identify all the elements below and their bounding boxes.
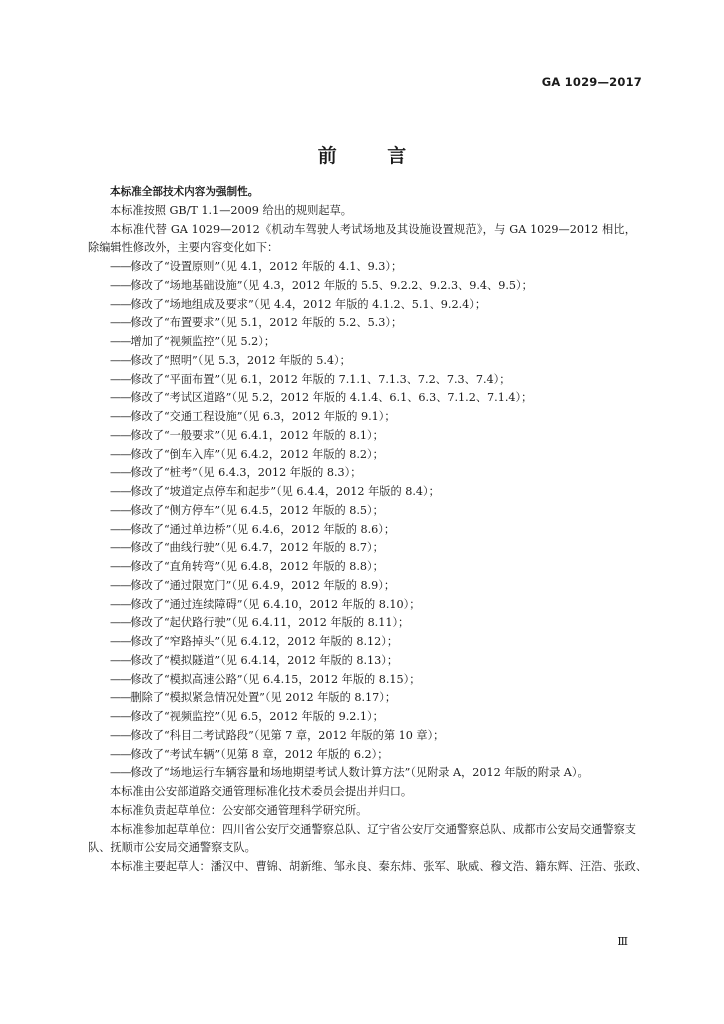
change-item: —— 修改了“布置要求”（见 5.1，2012 年版的 5.2、5.3）； (88, 314, 636, 333)
drafting-rule-statement: 本标准按照 GB/T 1.1—2009 给出的规则起草。 (110, 203, 352, 217)
change-item: —— 修改了“侧方停车”（见 6.4.5，2012 年版的 8.5）； (88, 502, 636, 521)
change-item: —— 修改了“通过限宽门”（见 6.4.9，2012 年版的 8.9）； (88, 577, 636, 596)
change-item: —— 修改了“平面布置”（见 6.1，2012 年版的 7.1.1、7.1.3、7.2、7.3、7.4）； (88, 371, 636, 390)
change-item: —— 修改了“考试区道路”（见 5.2，2012 年版的 4.1.4、6.1、6.3、7.1.2、7.1.4）； (88, 389, 636, 408)
change-item: —— 删除了“模拟紧急情况处置”（见 2012 年版的 8.17）； (88, 689, 636, 708)
participating-units-statement: 本标准参加起草单位：四川省公安厅交通警察总队、辽宁省公安厅交通警察总队、成都市公安局交通警察支队、抚顺市公安局交通警察支队。 (88, 822, 636, 855)
change-item: —— 修改了“起伏路行驶”（见 6.4.11，2012 年版的 8.11）； (88, 614, 636, 633)
page-title: 前 言 (317, 145, 429, 167)
change-item: —— 修改了“模拟隧道”（见 6.4.14，2012 年版的 8.13）； (88, 652, 636, 671)
change-item: —— 修改了“照明”（见 5.3，2012 年版的 5.4）； (88, 352, 636, 371)
replacement-statement: 本标准代替 GA 1029—2012《机动车驾驶人考试场地及其设施设置规范》，与 GA 1029—2012 相比，除编辑性修改外，主要内容变化如下： (88, 222, 636, 255)
change-item: —— 修改了“倒车入库”（见 6.4.2，2012 年版的 8.2）； (88, 446, 636, 465)
document-body (88, 183, 648, 877)
change-item: —— 修改了“交通工程设施”（见 6.3，2012 年版的 9.1）； (88, 408, 636, 427)
drafters-statement: 本标准主要起草人：潘汉中、曹锦、胡新维、邹永良、秦东炜、张军、耿威、穆文浩、籍东辉、汪浩、张政、 (110, 860, 648, 873)
change-item: —— 修改了“桩考”（见 6.4.3，2012 年版的 8.3）； (88, 464, 636, 483)
change-item: —— 修改了“科目二考试路段”（见第 7 章，2012 年版的第 10 章）； (88, 727, 636, 746)
change-item: —— 修改了“曲线行驶”（见 6.4.7，2012 年版的 8.7）； (88, 539, 636, 558)
responsible-unit-statement: 本标准负责起草单位：公安部交通管理科学研究所。 (110, 803, 368, 817)
change-item: —— 增加了“视频监控”（见 5.2）； (88, 333, 636, 352)
proposed-by-statement: 本标准由公安部道路交通管理标准化技术委员会提出并归口。 (110, 785, 413, 798)
change-item: —— 修改了“视频监控”（见 6.5，2012 年版的 9.2.1）； (88, 708, 636, 727)
change-item: —— 修改了“场地基础设施”（见 4.3，2012 年版的 5.5、9.2.2、9.2.3、9.4、9.5）； (88, 277, 636, 296)
change-item: —— 修改了“一般要求”（见 6.4.1，2012 年版的 8.1）； (88, 427, 636, 446)
change-item: —— 修改了“直角转弯”（见 6.4.8，2012 年版的 8.8）； (88, 558, 636, 577)
mandatory-statement: 本标准全部技术内容为强制性。 (110, 186, 259, 198)
change-item: —— 修改了“通过连续障碍”（见 6.4.10，2012 年版的 8.10）； (88, 596, 636, 615)
change-item: —— 修改了“模拟高速公路”（见 6.4.15，2012 年版的 8.15）； (88, 671, 636, 690)
change-item: —— 修改了“场地运行车辆容量和场地期望考试人数计算方法”（见附录 A，2012 年版的附录 A）。 (88, 764, 636, 783)
change-item: —— 修改了“坡道定点停车和起步”（见 6.4.4，2012 年版的 8.4）； (88, 483, 636, 502)
standard-code: GA 1029—2017 (541, 75, 642, 89)
change-item: —— 修改了“窄路掉头”（见 6.4.12，2012 年版的 8.12）； (88, 633, 636, 652)
change-item: —— 修改了“场地组成及要求”（见 4.4，2012 年版的 4.1.2、5.1、9.2.4）； (88, 296, 636, 315)
change-item: —— 修改了“设置原则”（见 4.1，2012 年版的 4.1、9.3）； (88, 258, 636, 277)
change-item: —— 修改了“考试车辆”（见第 8 章，2012 年版的 6.2）； (88, 746, 636, 765)
change-item: —— 修改了“通过单边桥”（见 6.4.6，2012 年版的 8.6）； (88, 521, 636, 540)
changes-list (88, 258, 636, 783)
page-number: Ⅲ (617, 935, 628, 948)
